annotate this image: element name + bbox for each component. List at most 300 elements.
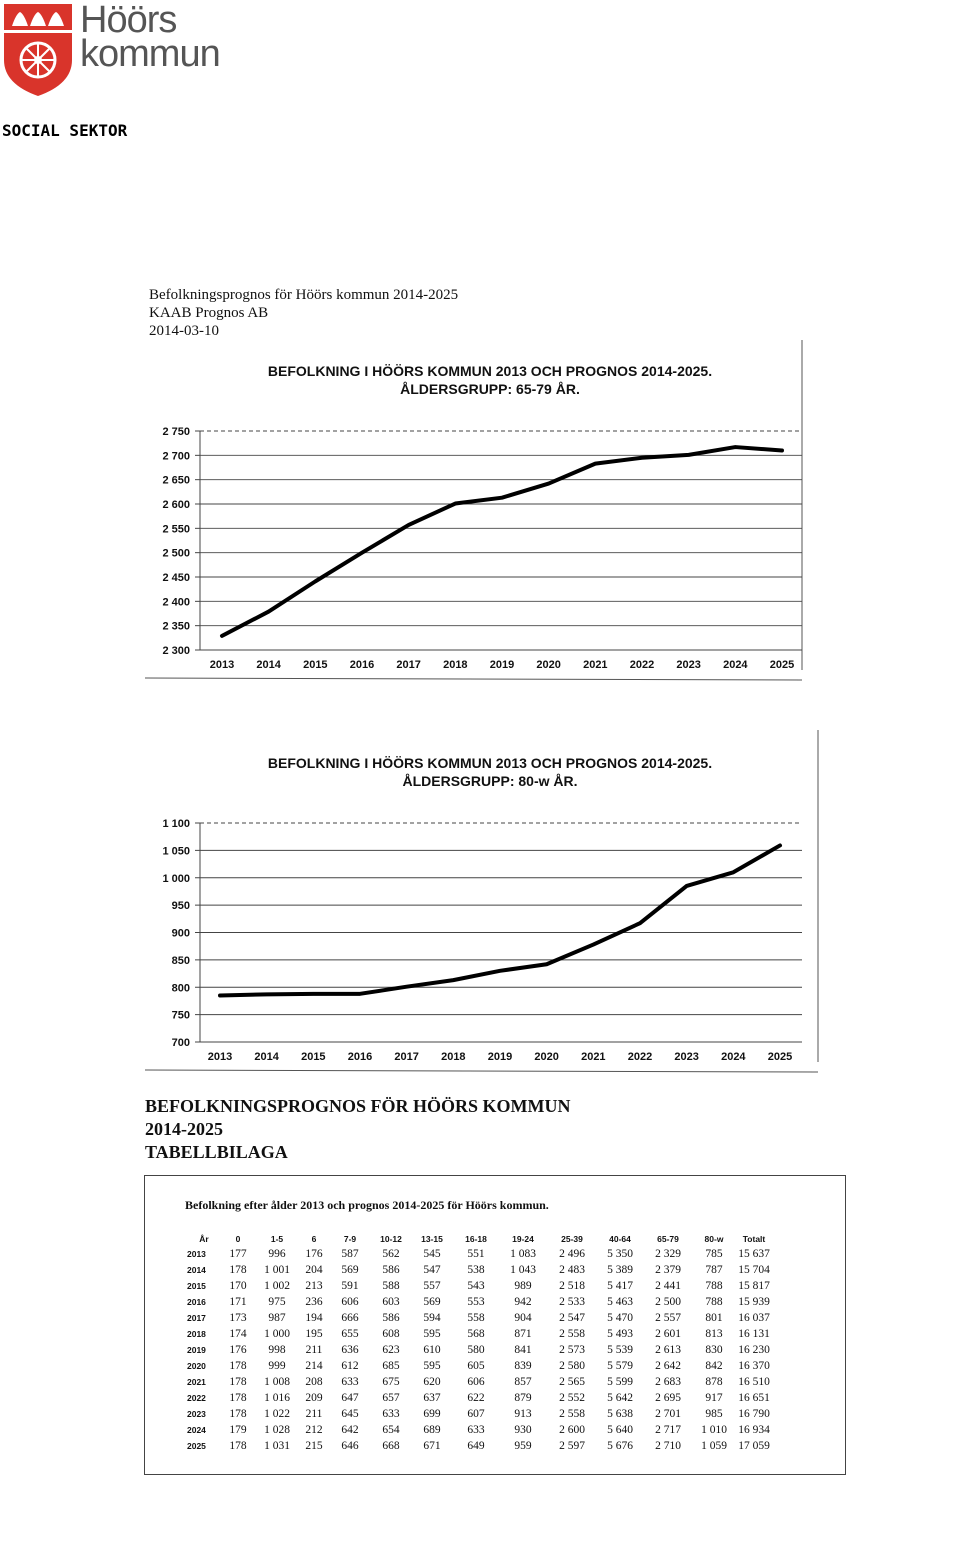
table-cell: 2 558 xyxy=(559,1408,585,1420)
x-tick-label: 2024 xyxy=(721,1051,746,1063)
data-point xyxy=(592,943,595,946)
column-header: Totalt xyxy=(742,1234,766,1244)
table-cell: 1 000 xyxy=(264,1328,290,1340)
table-cell: 2 601 xyxy=(655,1328,681,1340)
table-cell: 211 xyxy=(305,1408,323,1420)
x-tick-label: 2019 xyxy=(489,659,515,671)
table-cell: 176 xyxy=(229,1344,247,1356)
table-cell: 871 xyxy=(514,1328,532,1340)
x-tick-label: 2015 xyxy=(303,659,328,671)
row-year: 2022 xyxy=(187,1393,206,1403)
table-cell: 842 xyxy=(705,1360,723,1372)
table-cell: 586 xyxy=(382,1264,400,1276)
table-cell: 595 xyxy=(423,1360,441,1372)
table-cell: 2 701 xyxy=(655,1408,681,1420)
x-tick-label: 2013 xyxy=(209,659,235,671)
data-point xyxy=(312,992,315,995)
column-header: 65-79 xyxy=(657,1234,679,1244)
table-row xyxy=(187,1278,773,1294)
table-cell: 685 xyxy=(382,1360,400,1372)
table-cell: 787 xyxy=(705,1264,723,1276)
y-tick-label: 950 xyxy=(171,900,190,913)
table-cell: 2 533 xyxy=(559,1296,585,1308)
logo-wordmark-line-1: Höörs xyxy=(80,0,177,41)
row-year: 2024 xyxy=(187,1425,206,1435)
table-cell: 649 xyxy=(467,1440,485,1452)
data-point xyxy=(639,922,642,925)
y-tick-label: 2 600 xyxy=(162,499,190,511)
table-cell: 178 xyxy=(229,1392,247,1404)
table-cell: 637 xyxy=(423,1392,441,1404)
table-cell: 1 059 xyxy=(701,1440,727,1452)
table-cell: 830 xyxy=(705,1344,723,1356)
table-cell: 2 483 xyxy=(559,1264,585,1276)
table-cell: 801 xyxy=(705,1312,723,1324)
table-cell: 211 xyxy=(305,1344,323,1356)
row-year: 2014 xyxy=(187,1265,206,1275)
table-cell: 987 xyxy=(268,1312,286,1324)
table-cell: 608 xyxy=(382,1328,400,1340)
table-cell: 2 547 xyxy=(559,1312,585,1324)
data-point xyxy=(221,634,224,637)
table-cell: 212 xyxy=(305,1424,323,1436)
table-heading-line-2: 2014-2025 xyxy=(145,1119,223,1139)
table-cell: 16 370 xyxy=(738,1360,770,1372)
table-cell: 568 xyxy=(467,1328,485,1340)
data-point xyxy=(267,610,270,613)
x-tick-label: 2018 xyxy=(441,1051,466,1063)
row-year: 2013 xyxy=(187,1249,206,1259)
table-cell: 553 xyxy=(467,1296,485,1308)
table-cell: 2 558 xyxy=(559,1328,585,1340)
table-cell: 879 xyxy=(514,1392,532,1404)
x-tick-label: 2015 xyxy=(301,1051,326,1063)
table-cell: 671 xyxy=(423,1440,441,1452)
y-tick-label: 900 xyxy=(171,927,190,940)
table-cell: 176 xyxy=(305,1248,323,1260)
table-cell: 5 642 xyxy=(607,1392,633,1404)
table-cell: 545 xyxy=(423,1248,441,1260)
table-cell: 2 580 xyxy=(559,1360,585,1372)
data-point xyxy=(779,844,782,847)
table-cell: 1 016 xyxy=(264,1392,290,1404)
table-cell: 2 642 xyxy=(655,1360,681,1372)
table-cell: 1 001 xyxy=(264,1264,290,1276)
table-row xyxy=(187,1342,773,1358)
table-cell: 174 xyxy=(229,1328,247,1340)
table-cell: 917 xyxy=(705,1392,723,1404)
column-header: 80-w xyxy=(704,1234,724,1244)
table-cell: 16 037 xyxy=(738,1312,770,1324)
chart-title-line-2: ÅLDERSGRUPP: 80-w ÅR. xyxy=(402,773,578,789)
table-cell: 2 500 xyxy=(655,1296,681,1308)
series-line xyxy=(220,845,780,995)
chart-title-line-1: BEFOLKNING I HÖÖRS KOMMUN 2013 OCH PROGNOS 2014-2025. xyxy=(267,755,713,771)
y-tick-label: 2 750 xyxy=(162,426,190,438)
x-tick-label: 2022 xyxy=(627,1051,653,1063)
data-point xyxy=(219,994,222,997)
data-point xyxy=(314,580,317,583)
column-header: 0 xyxy=(235,1234,241,1244)
table-row xyxy=(187,1358,773,1374)
x-tick-label: 2023 xyxy=(676,659,701,671)
table-cell: 645 xyxy=(341,1408,359,1420)
table-cell: 16 131 xyxy=(738,1328,770,1340)
table-row xyxy=(187,1262,773,1278)
table-cell: 558 xyxy=(467,1312,485,1324)
table-cell: 204 xyxy=(305,1264,323,1276)
table-cell: 1 002 xyxy=(264,1280,290,1292)
table-cell: 178 xyxy=(229,1264,247,1276)
logo-wordmark-line-2: kommun xyxy=(80,33,220,75)
table-cell: 2 710 xyxy=(655,1440,681,1452)
y-tick-label: 1 100 xyxy=(162,818,190,830)
table-cell: 195 xyxy=(305,1328,323,1340)
y-tick-label: 700 xyxy=(171,1037,190,1049)
table-cell: 689 xyxy=(423,1424,441,1436)
table-cell: 15 637 xyxy=(738,1248,770,1260)
table-cell: 675 xyxy=(382,1376,400,1388)
section-label: SOCIAL SEKTOR xyxy=(2,121,128,140)
table-cell: 5 350 xyxy=(607,1248,633,1260)
chart-frame-bottom xyxy=(145,1070,818,1072)
table-cell: 655 xyxy=(341,1328,359,1340)
table-cell: 646 xyxy=(341,1440,359,1452)
population-table xyxy=(187,1232,773,1454)
document-author: KAAB Prognos AB xyxy=(149,305,269,321)
data-point xyxy=(732,871,735,874)
table-cell: 236 xyxy=(305,1296,323,1308)
table-cell: 208 xyxy=(305,1376,323,1388)
table-cell: 179 xyxy=(229,1424,247,1436)
table-cell: 562 xyxy=(382,1248,400,1260)
table-cell: 214 xyxy=(305,1360,323,1372)
document-title: Befolkningsprognos för Höörs kommun 2014-2025 xyxy=(149,287,459,303)
y-tick-label: 750 xyxy=(171,1009,190,1022)
y-tick-label: 2 550 xyxy=(162,523,190,536)
table-cell: 813 xyxy=(705,1328,723,1340)
table-cell: 2 597 xyxy=(559,1440,585,1452)
table-cell: 841 xyxy=(514,1344,532,1356)
column-header: 10-12 xyxy=(380,1234,402,1244)
x-tick-label: 2025 xyxy=(769,659,795,671)
table-cell: 551 xyxy=(467,1248,485,1260)
row-year: 2015 xyxy=(187,1281,206,1291)
table-cell: 5 493 xyxy=(607,1328,633,1340)
table-cell: 171 xyxy=(229,1296,247,1308)
table-cell: 989 xyxy=(514,1280,532,1292)
table-cell: 606 xyxy=(467,1376,485,1388)
table-cell: 5 539 xyxy=(607,1344,633,1356)
table-row xyxy=(187,1374,773,1390)
data-point xyxy=(452,979,455,982)
table-cell: 5 470 xyxy=(607,1312,633,1324)
table-cell: 788 xyxy=(705,1280,723,1292)
x-tick-label: 2023 xyxy=(674,1051,699,1063)
table-row xyxy=(187,1406,773,1422)
table-section-heading xyxy=(145,1095,571,1164)
table-cell: 15 704 xyxy=(738,1264,770,1276)
table-cell: 5 463 xyxy=(607,1296,633,1308)
table-cell: 547 xyxy=(423,1264,441,1276)
y-tick-label: 2 500 xyxy=(162,547,190,560)
x-tick-label: 2014 xyxy=(256,659,281,671)
table-cell: 975 xyxy=(268,1296,286,1308)
table-cell: 177 xyxy=(229,1248,247,1260)
table-cell: 595 xyxy=(423,1328,441,1340)
table-cell: 606 xyxy=(341,1296,359,1308)
table-cell: 17 059 xyxy=(738,1440,770,1452)
table-cell: 2 557 xyxy=(655,1312,681,1324)
column-header: 25-39 xyxy=(561,1234,583,1244)
data-point xyxy=(501,496,504,499)
table-cell: 2 683 xyxy=(655,1376,681,1388)
x-tick-label: 2013 xyxy=(207,1051,233,1063)
table-cell: 654 xyxy=(382,1424,400,1436)
table-cell: 5 417 xyxy=(607,1280,633,1292)
table-cell: 1 031 xyxy=(264,1440,290,1452)
x-tick-label: 2020 xyxy=(534,1051,559,1063)
table-cell: 16 651 xyxy=(738,1392,770,1404)
table-cell: 985 xyxy=(705,1408,723,1420)
chart-80w xyxy=(140,725,830,1090)
table-cell: 178 xyxy=(229,1440,247,1452)
municipality-crest-logo xyxy=(2,2,74,98)
row-year: 2018 xyxy=(187,1329,206,1339)
data-point xyxy=(734,446,737,449)
data-point xyxy=(454,502,457,505)
x-tick-label: 2014 xyxy=(254,1051,279,1063)
row-year: 2021 xyxy=(187,1377,206,1387)
table-cell: 603 xyxy=(382,1296,400,1308)
row-year: 2019 xyxy=(187,1345,206,1355)
table-cell: 5 638 xyxy=(607,1408,633,1420)
table-cell: 2 379 xyxy=(655,1264,681,1276)
table-cell: 620 xyxy=(423,1376,441,1388)
data-point xyxy=(685,884,688,887)
y-tick-label: 1 000 xyxy=(162,872,190,885)
table-cell: 1 010 xyxy=(701,1424,727,1436)
table-cell: 942 xyxy=(514,1296,532,1308)
table-cell: 2 441 xyxy=(655,1280,681,1292)
table-heading-line-3: TABELLBILAGA xyxy=(145,1142,288,1162)
table-cell: 5 676 xyxy=(607,1440,633,1452)
table-cell: 1 043 xyxy=(510,1264,536,1276)
table-cell: 178 xyxy=(229,1376,247,1388)
x-tick-label: 2016 xyxy=(349,659,375,671)
table-cell: 2 695 xyxy=(655,1392,681,1404)
table-cell: 605 xyxy=(467,1360,485,1372)
table-cell: 996 xyxy=(268,1248,286,1260)
table-cell: 999 xyxy=(268,1360,286,1372)
data-point xyxy=(594,462,597,465)
data-point xyxy=(407,523,410,526)
table-cell: 633 xyxy=(382,1408,400,1420)
x-tick-label: 2022 xyxy=(629,659,655,671)
row-year: 2016 xyxy=(187,1297,206,1307)
table-cell: 16 790 xyxy=(738,1408,770,1420)
chart-title-line-1: BEFOLKNING I HÖÖRS KOMMUN 2013 OCH PROGNOS 2014-2025. xyxy=(267,363,713,379)
table-cell: 209 xyxy=(305,1392,323,1404)
table-cell: 930 xyxy=(514,1424,532,1436)
row-year: 2020 xyxy=(187,1361,206,1371)
x-tick-label: 2017 xyxy=(394,1051,419,1063)
y-tick-label: 2 300 xyxy=(162,645,190,657)
column-header: År xyxy=(199,1234,209,1244)
table-cell: 194 xyxy=(305,1312,323,1324)
table-header-row xyxy=(187,1232,773,1246)
y-tick-label: 2 700 xyxy=(162,450,190,463)
table-row xyxy=(187,1246,773,1262)
data-point xyxy=(265,993,268,996)
table-cell: 557 xyxy=(423,1280,441,1292)
table-cell: 857 xyxy=(514,1376,532,1388)
series-line xyxy=(222,447,782,636)
table-cell: 668 xyxy=(382,1440,400,1452)
table-cell: 647 xyxy=(341,1392,359,1404)
y-tick-label: 2 650 xyxy=(162,474,190,487)
x-tick-label: 2018 xyxy=(443,659,468,671)
table-cell: 2 329 xyxy=(655,1248,681,1260)
table-cell: 2 496 xyxy=(559,1248,585,1260)
table-cell: 538 xyxy=(467,1264,485,1276)
table-cell: 2 573 xyxy=(559,1344,585,1356)
table-cell: 2 613 xyxy=(655,1344,681,1356)
column-header: 1-5 xyxy=(270,1234,284,1244)
y-tick-label: 800 xyxy=(171,982,190,995)
table-cell: 16 230 xyxy=(738,1344,770,1356)
table-row xyxy=(187,1294,773,1310)
table-row xyxy=(187,1310,773,1326)
x-tick-label: 2019 xyxy=(487,1051,513,1063)
table-cell: 16 934 xyxy=(738,1424,770,1436)
column-header: 40-64 xyxy=(609,1234,631,1244)
table-cell: 543 xyxy=(467,1280,485,1292)
column-header: 16-18 xyxy=(465,1234,487,1244)
x-tick-label: 2020 xyxy=(536,659,561,671)
table-cell: 642 xyxy=(341,1424,359,1436)
table-cell: 839 xyxy=(514,1360,532,1372)
table-cell: 959 xyxy=(514,1440,532,1452)
chart-65-79 xyxy=(140,335,830,700)
column-header: 19-24 xyxy=(512,1234,534,1244)
chart-title-line-2: ÅLDERSGRUPP: 65-79 ÅR. xyxy=(400,381,580,397)
x-tick-label: 2021 xyxy=(583,659,608,671)
data-point xyxy=(499,969,502,972)
table-cell: 587 xyxy=(341,1248,359,1260)
row-year: 2017 xyxy=(187,1313,206,1323)
population-table-panel xyxy=(144,1175,846,1475)
table-cell: 2 717 xyxy=(655,1424,681,1436)
table-cell: 569 xyxy=(423,1296,441,1308)
chart-frame-bottom xyxy=(145,678,802,680)
x-tick-label: 2021 xyxy=(581,1051,606,1063)
table-cell: 666 xyxy=(341,1312,359,1324)
table-cell: 610 xyxy=(423,1344,441,1356)
table-cell: 878 xyxy=(705,1376,723,1388)
table-cell: 16 510 xyxy=(738,1376,770,1388)
table-row xyxy=(187,1390,773,1406)
document-date: 2014-03-10 xyxy=(149,323,219,339)
y-tick-label: 850 xyxy=(171,954,190,967)
table-cell: 633 xyxy=(467,1424,485,1436)
table-cell: 788 xyxy=(705,1296,723,1308)
table-cell: 633 xyxy=(341,1376,359,1388)
row-year: 2023 xyxy=(187,1409,206,1419)
table-cell: 636 xyxy=(341,1344,359,1356)
row-year: 2025 xyxy=(187,1441,206,1451)
table-cell: 5 579 xyxy=(607,1360,633,1372)
table-cell: 913 xyxy=(514,1408,532,1420)
table-cell: 215 xyxy=(305,1440,323,1452)
table-cell: 622 xyxy=(467,1392,485,1404)
column-header: 6 xyxy=(311,1234,317,1244)
data-point xyxy=(641,456,644,459)
table-cell: 586 xyxy=(382,1312,400,1324)
table-cell: 1 022 xyxy=(264,1408,290,1420)
table-cell: 1 083 xyxy=(510,1248,536,1260)
table-cell: 1 008 xyxy=(264,1376,290,1388)
data-point xyxy=(545,963,548,966)
table-cell: 15 939 xyxy=(738,1296,770,1308)
table-cell: 580 xyxy=(467,1344,485,1356)
table-cell: 591 xyxy=(341,1280,359,1292)
table-cell: 699 xyxy=(423,1408,441,1420)
table-cell: 2 565 xyxy=(559,1376,585,1388)
table-cell: 998 xyxy=(268,1344,286,1356)
table-cell: 607 xyxy=(467,1408,485,1420)
table-cell: 569 xyxy=(341,1264,359,1276)
table-cell: 904 xyxy=(514,1312,532,1324)
table-cell: 657 xyxy=(382,1392,400,1404)
table-cell: 623 xyxy=(382,1344,400,1356)
table-cell: 178 xyxy=(229,1360,247,1372)
table-cell: 5 640 xyxy=(607,1424,633,1436)
table-cell: 170 xyxy=(229,1280,247,1292)
table-cell: 178 xyxy=(229,1408,247,1420)
table-row xyxy=(187,1438,773,1454)
table-cell: 5 599 xyxy=(607,1376,633,1388)
table-row xyxy=(187,1422,773,1438)
x-tick-label: 2025 xyxy=(767,1051,793,1063)
column-header: 7-9 xyxy=(343,1234,357,1244)
data-point xyxy=(687,453,690,456)
table-cell: 5 389 xyxy=(607,1264,633,1276)
table-cell: 1 028 xyxy=(264,1424,290,1436)
table-heading-line-1: BEFOLKNINGSPROGNOS FÖR HÖÖRS KOMMUN xyxy=(145,1096,571,1116)
data-point xyxy=(359,992,362,995)
x-tick-label: 2016 xyxy=(347,1051,373,1063)
table-cell: 594 xyxy=(423,1312,441,1324)
data-point xyxy=(781,449,784,452)
y-tick-label: 1 050 xyxy=(162,845,190,858)
table-cell: 2 518 xyxy=(559,1280,585,1292)
table-cell: 2 552 xyxy=(559,1392,585,1404)
table-cell: 612 xyxy=(341,1360,359,1372)
y-tick-label: 2 400 xyxy=(162,596,190,609)
x-tick-label: 2017 xyxy=(396,659,421,671)
x-tick-label: 2024 xyxy=(723,659,748,671)
data-point xyxy=(361,551,364,554)
table-cell: 785 xyxy=(705,1248,723,1260)
table-row xyxy=(187,1326,773,1342)
table-caption: Befolkning efter ålder 2013 och prognos 2014-2025 för Höörs kommun. xyxy=(185,1198,549,1212)
y-tick-label: 2 350 xyxy=(162,620,190,633)
table-cell: 15 817 xyxy=(738,1280,770,1292)
y-tick-label: 2 450 xyxy=(162,572,190,584)
table-cell: 173 xyxy=(229,1312,247,1324)
column-header: 13-15 xyxy=(421,1234,443,1244)
